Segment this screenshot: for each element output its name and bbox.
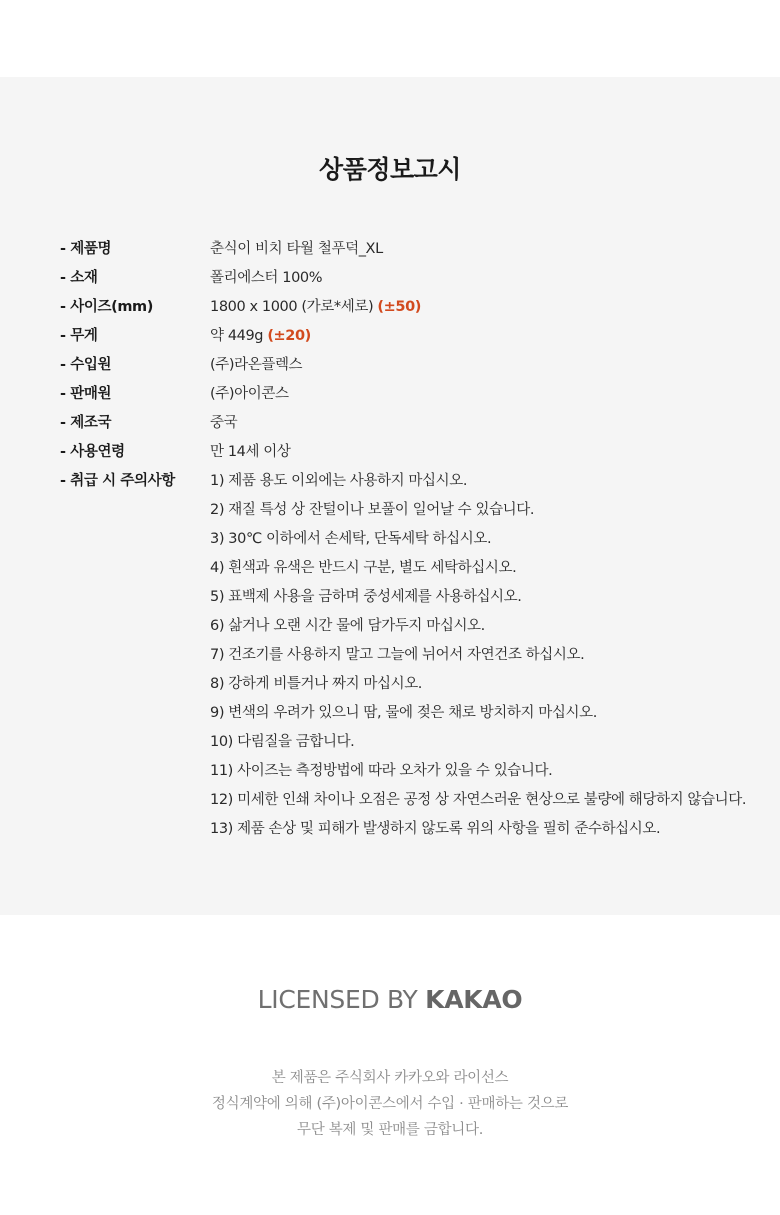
size-tolerance: (±50)	[377, 299, 422, 315]
row-label: - 수입원	[60, 357, 112, 373]
care-item: 4) 흰색과 유색은 반드시 구분, 별도 세탁하십시오.	[210, 560, 517, 576]
care-item: 11) 사이즈는 측정방법에 따라 오차가 있을 수 있습니다.	[210, 763, 553, 779]
care-item: 8) 강하게 비틀거나 짜지 마십시오.	[210, 676, 423, 692]
product-info-notice	[0, 77, 780, 915]
row-value: (주)라온플렉스	[210, 357, 303, 373]
info-row-size	[60, 297, 760, 326]
license-notice	[0, 1068, 780, 1146]
license-line: 무단 복제 및 판매를 금합니다.	[296, 1122, 484, 1138]
license-line: 정식계약에 의해 (주)아이콘스에서 수입 · 판매하는 것으로	[211, 1096, 569, 1112]
row-label: - 제품명	[60, 241, 112, 257]
care-item: 13) 제품 손상 및 피해가 발생하지 않도록 위의 사항을 필히 준수하십시오.	[210, 821, 661, 837]
row-label: - 취급 시 주의사항	[60, 473, 175, 489]
info-row-product-name	[60, 239, 760, 268]
care-item: 3) 30℃ 이하에서 손세탁, 단독세탁 하십시오.	[210, 531, 492, 547]
info-row-seller	[60, 384, 760, 413]
license-title	[0, 985, 780, 1014]
row-value-wrap	[210, 297, 421, 326]
license-line: 본 제품은 주식회사 카카오와 라이선스	[271, 1070, 509, 1086]
care-item: 6) 삶거나 오랜 시간 물에 담가두지 마십시오.	[210, 618, 485, 634]
row-value: 중국	[210, 415, 238, 431]
license-prefix: LICENSED BY	[257, 985, 426, 1014]
care-item: 7) 건조기를 사용하지 말고 그늘에 뉘어서 자연건조 하십시오.	[210, 647, 585, 663]
row-value: 만 14세 이상	[210, 444, 291, 460]
row-value: 춘식이 비치 타월 철푸덕_XL	[210, 241, 383, 257]
care-item: 2) 재질 특성 상 잔털이나 보풀이 일어날 수 있습니다.	[210, 502, 535, 518]
care-item: 9) 변색의 우려가 있으니 땀, 물에 젖은 채로 방치하지 마십시오.	[210, 705, 597, 721]
row-label: - 무게	[60, 328, 98, 344]
row-value-wrap	[210, 326, 311, 355]
care-list	[210, 471, 746, 848]
info-row-importer	[60, 355, 760, 384]
care-item: 10) 다림질을 금합니다.	[210, 734, 355, 750]
info-row-country	[60, 413, 760, 442]
row-label: - 제조국	[60, 415, 112, 431]
license-brand: KAKAO	[425, 985, 523, 1014]
product-info-table	[60, 239, 760, 848]
row-value: (주)아이콘스	[210, 386, 289, 402]
care-item: 1) 제품 용도 이외에는 사용하지 마십시오.	[210, 473, 468, 489]
notice-title: 상품정보고시	[319, 155, 461, 184]
info-row-weight	[60, 326, 760, 355]
info-row-material	[60, 268, 760, 297]
row-label: - 판매원	[60, 386, 112, 402]
info-row-care	[60, 471, 760, 848]
weight-tolerance: (±20)	[267, 328, 311, 344]
row-label: - 사용연령	[60, 444, 125, 460]
row-value: 폴리에스터 100%	[210, 270, 323, 286]
care-item: 12) 미세한 인쇄 차이나 오점은 공정 상 자연스러운 현상으로 불량에 해당하지 않습니다.	[210, 792, 747, 808]
row-value: 1800 x 1000 (가로*세로)	[210, 299, 374, 315]
row-label: - 소재	[60, 270, 98, 286]
care-item: 5) 표백제 사용을 금하며 중성세제를 사용하십시오.	[210, 589, 522, 605]
info-row-age	[60, 442, 760, 471]
row-value: 약 449g	[210, 328, 264, 344]
row-label: - 사이즈(mm)	[60, 299, 153, 315]
